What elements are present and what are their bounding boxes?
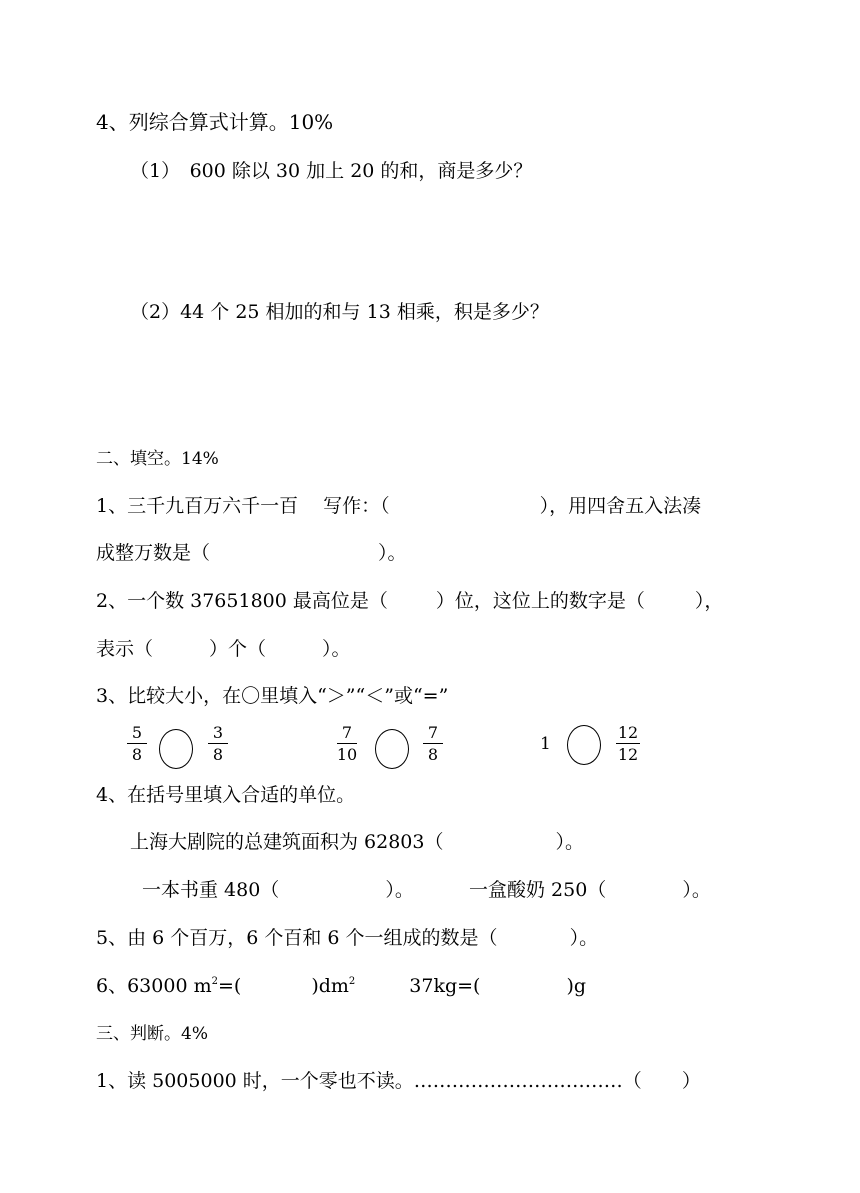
fraction-denominator: 8 — [131, 745, 143, 764]
fill-q2-text-c: ）， — [694, 590, 724, 612]
fill-question-3: 3、比较大小，在〇里填入“＞”“＜”或“=” — [96, 685, 449, 707]
fill-q2-text-d: 表示（ — [96, 638, 154, 660]
fill-q2-text-f: ）。 — [322, 638, 351, 660]
fraction-denominator: 10 — [336, 745, 358, 764]
fill-q2-text-b: ）位，这位上的数字是（ — [435, 590, 645, 612]
fill-question-4: 4、在括号里填入合适的单位。 — [96, 784, 356, 806]
fill-question-2 — [96, 589, 723, 613]
fraction-denominator: 8 — [212, 745, 224, 764]
fraction-5-8 — [125, 724, 149, 764]
fill-q5-close: ）。 — [569, 927, 599, 949]
fraction-12-12 — [614, 724, 642, 764]
fraction-7-10 — [335, 724, 359, 764]
compare-circle-3[interactable] — [567, 725, 601, 765]
fill-question-2-line2 — [96, 637, 351, 661]
calc-question-1: （1） 600 除以 30 加上 20 的和，商是多少？ — [130, 160, 533, 182]
judge-q1-leader-dots: …………………………… — [413, 1070, 623, 1092]
fraction-numerator: 5 — [131, 723, 143, 742]
fill-q6-text-b: =( — [217, 975, 242, 997]
fraction-bar — [208, 743, 228, 744]
fill-q1-text-a: 1、三千九百万六千一百 写作：（ — [96, 495, 390, 517]
judge-section-title: 三、判断。4% — [96, 1024, 208, 1044]
judge-q1-paren-close: ） — [681, 1070, 701, 1092]
fill-q1-text-d: ）。 — [378, 542, 407, 564]
fill-question-4-b — [142, 878, 414, 902]
whole-number-1: 1 — [540, 734, 551, 754]
compare-circle-2[interactable] — [375, 729, 409, 769]
fill-q6-text-e: )g — [566, 975, 587, 997]
fill-section-title: 二、填空。14% — [96, 449, 219, 469]
fill-q4b-text: 一本书重 480（ — [142, 879, 280, 901]
fraction-bar — [423, 743, 443, 744]
fraction-numerator: 12 — [617, 723, 639, 742]
fraction-denominator: 8 — [427, 745, 439, 764]
fraction-numerator: 3 — [212, 723, 224, 742]
fraction-numerator: 7 — [427, 723, 439, 742]
calc-section-title: 4、列综合算式计算。10% — [96, 110, 334, 134]
fill-question-4-c — [469, 878, 711, 902]
fill-question-5 — [96, 926, 598, 950]
fraction-bar — [127, 743, 147, 744]
fill-question-4-a — [130, 830, 584, 854]
judge-question-1 — [96, 1069, 701, 1093]
calc-question-2: （2）44 个 25 相加的和与 13 相乘，积是多少？ — [130, 301, 549, 323]
fill-question-1 — [96, 494, 701, 518]
fill-q2-text-a: 2、一个数 37651800 最高位是（ — [96, 590, 388, 612]
fraction-bar — [616, 743, 640, 744]
fill-q1-text-b: ），用四舍五入法凑 — [539, 495, 702, 517]
fraction-numerator: 7 — [341, 723, 353, 742]
fill-q6-sup-1: 2 — [211, 976, 218, 987]
fill-q6-text-d: 37kg=( — [409, 975, 481, 997]
judge-q1-paren-open: （ — [622, 1070, 642, 1092]
fill-q6-text-c: )dm — [311, 975, 349, 997]
fill-q4c-text: 一盒酸奶 250（ — [469, 879, 607, 901]
fraction-denominator: 12 — [617, 745, 639, 764]
fill-q4b-close: ）。 — [385, 879, 414, 901]
fill-q4a-text: 上海大剧院的总建筑面积为 62803（ — [130, 831, 444, 853]
fill-question-1-line2 — [96, 541, 407, 565]
fill-q6-sup-2: 2 — [348, 976, 356, 987]
compare-circle-1[interactable] — [159, 729, 193, 769]
fill-question-6 — [96, 974, 586, 998]
fraction-3-8 — [206, 724, 230, 764]
fill-q2-text-e: ）个（ — [209, 638, 267, 660]
fill-q5-text: 5、由 6 个百万，6 个百和 6 个一组成的数是（ — [96, 927, 498, 949]
fill-q6-text-a: 6、63000 m — [96, 975, 212, 997]
judge-q1-text: 1、读 5005000 时，一个零也不读。 — [96, 1070, 414, 1092]
fill-q1-text-c: 成整万数是（ — [96, 542, 211, 564]
fill-q4c-close: ）。 — [682, 879, 711, 901]
fraction-bar — [337, 743, 357, 744]
fraction-7-8 — [421, 724, 445, 764]
fill-q4a-close: ）。 — [555, 831, 584, 853]
